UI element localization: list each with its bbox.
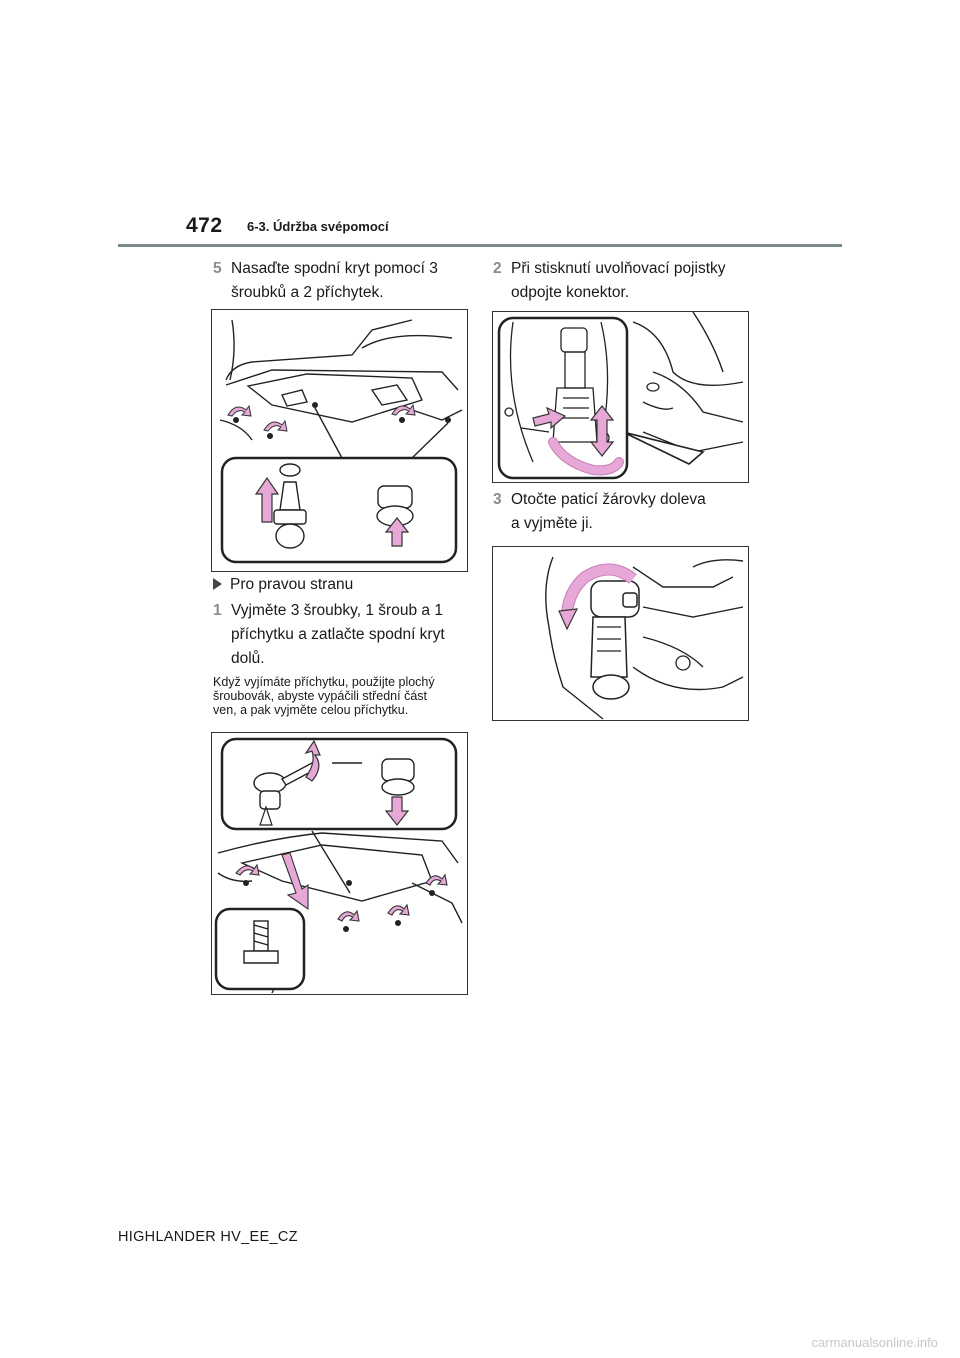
step-2 — [493, 257, 763, 305]
note-line: šroubovák, abyste vypáčili střední část — [213, 689, 427, 703]
footer-model: HIGHLANDER HV_EE_CZ — [118, 1229, 298, 1245]
bullet-text: Pro pravou stranu — [230, 576, 354, 593]
figure-undercover-remove — [211, 732, 468, 995]
step-text-line: Při stisknutí uvolňovací pojistky — [511, 260, 726, 277]
step-1 — [213, 599, 473, 671]
header-rule — [118, 244, 842, 247]
note-text — [213, 675, 473, 717]
note-line: Když vyjímáte příchytku, použijte plochý — [213, 675, 435, 689]
step-text-line: Otočte paticí žárovky doleva — [511, 491, 706, 508]
section-title: 6-3. Údržba svépomocí — [247, 219, 389, 234]
step-number: 2 — [493, 260, 502, 277]
bullet-right-side — [213, 574, 353, 596]
step-number: 3 — [493, 491, 502, 508]
step-number: 1 — [213, 602, 222, 619]
bullet-triangle-icon — [213, 578, 222, 590]
figure-undercover-install — [211, 309, 468, 572]
step-text-line: Vyjměte 3 šroubky, 1 šroub a 1 — [231, 602, 443, 619]
step-text-line: odpojte konektor. — [511, 284, 630, 301]
step-text-line: a vyjměte ji. — [511, 515, 593, 532]
page-number: 472 — [186, 214, 223, 237]
step-text-line: šroubků a 2 příchytek. — [231, 284, 384, 301]
step-5 — [213, 257, 473, 305]
step-number: 5 — [213, 260, 222, 277]
step-text-line: příchytku a zatlačte spodní kryt — [231, 626, 445, 643]
watermark: carmanualsonline.info — [811, 1335, 938, 1350]
step-text-line: dolů. — [231, 650, 265, 667]
step-text-line: Nasaďte spodní kryt pomocí 3 — [231, 260, 438, 277]
step-3 — [493, 488, 763, 536]
figure-connector — [492, 311, 749, 483]
figure-bulb-socket — [492, 546, 749, 721]
note-line: ven, a pak vyjměte celou příchytku. — [213, 703, 409, 717]
